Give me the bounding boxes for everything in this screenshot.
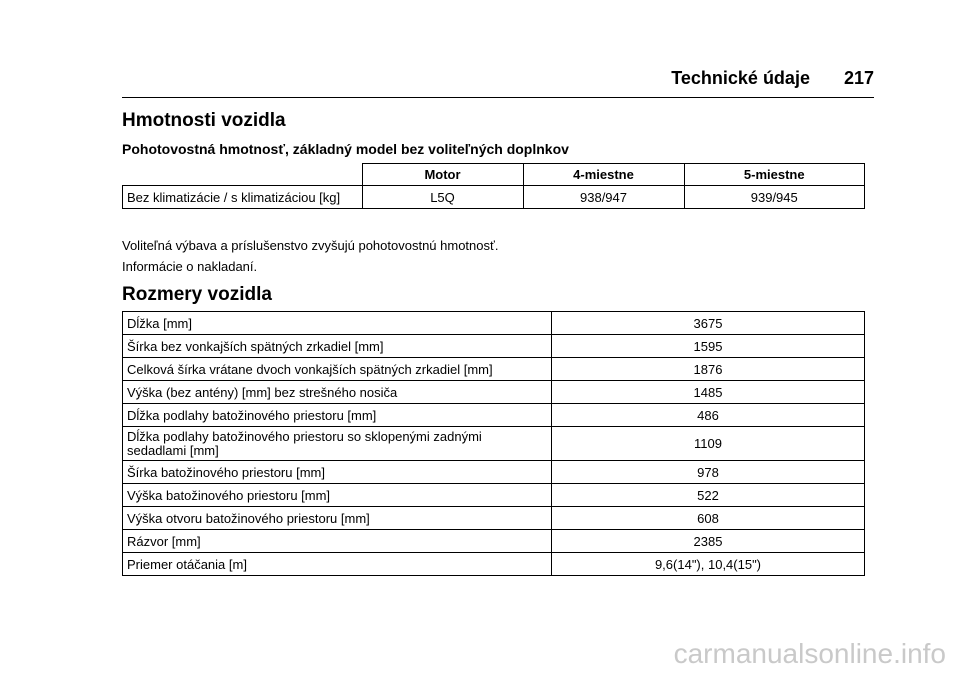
dim-label: Celková šírka vrátane dvoch vonkajších spätných zrkadiel [mm] bbox=[123, 358, 552, 381]
weights-header-row bbox=[123, 164, 865, 186]
dim-label bbox=[123, 427, 552, 461]
header-divider bbox=[122, 97, 874, 98]
table-row bbox=[123, 484, 865, 507]
dim-value: 1109 bbox=[552, 427, 865, 461]
dim-value: 9,6(14"), 10,4(15") bbox=[552, 553, 865, 576]
dim-label-text: Dĺžka podlahy batožinového priestoru so sklopenými zadnými sedadlami [mm] bbox=[127, 428, 482, 458]
dim-label: Dĺžka podlahy batožinového priestoru [mm] bbox=[123, 404, 552, 427]
page-number: 217 bbox=[843, 68, 874, 88]
table-row bbox=[123, 427, 865, 461]
dimensions-table bbox=[122, 311, 865, 576]
table-row bbox=[123, 404, 865, 427]
page-header bbox=[122, 68, 874, 89]
weights-heading: Hmotnosti vozidla bbox=[122, 110, 286, 131]
table-row bbox=[123, 530, 865, 553]
weights-row-5seat: 939/945 bbox=[684, 186, 865, 209]
dim-label: Výška batožinového priestoru [mm] bbox=[123, 484, 552, 507]
dim-value: 3675 bbox=[552, 312, 865, 335]
dim-value: 1876 bbox=[552, 358, 865, 381]
weights-row-motor: L5Q bbox=[362, 186, 523, 209]
table-row bbox=[123, 381, 865, 404]
table-row bbox=[123, 553, 865, 576]
table-row bbox=[123, 312, 865, 335]
weights-col-5seat: 5-miestne bbox=[684, 164, 865, 186]
weights-note-equipment: Voliteľná výbava a príslušenstvo zvyšujú pohotovostnú hmotnosť. bbox=[122, 238, 499, 253]
dim-label: Dĺžka [mm] bbox=[123, 312, 552, 335]
page-title: Technické údaje bbox=[671, 68, 810, 88]
dim-label: Šírka bez vonkajších spätných zrkadiel [mm] bbox=[123, 335, 552, 358]
dim-label: Šírka batožinového priestoru [mm] bbox=[123, 461, 552, 484]
weights-header-blank bbox=[123, 164, 363, 186]
weights-note-loading: Informácie o nakladaní. bbox=[122, 259, 258, 274]
dim-label: Výška (bez antény) [mm] bez strešného nosiča bbox=[123, 381, 552, 404]
dim-value: 1595 bbox=[552, 335, 865, 358]
watermark: carmanualsonline.info bbox=[673, 638, 946, 669]
weights-row-4seat: 938/947 bbox=[523, 186, 684, 209]
dim-label: Výška otvoru batožinového priestoru [mm] bbox=[123, 507, 552, 530]
weights-data-row bbox=[123, 186, 865, 209]
weights-table bbox=[122, 163, 865, 209]
dim-label: Priemer otáčania [m] bbox=[123, 553, 552, 576]
table-row bbox=[123, 335, 865, 358]
dim-label: Rázvor [mm] bbox=[123, 530, 552, 553]
table-row bbox=[123, 461, 865, 484]
table-row bbox=[123, 358, 865, 381]
weights-subheading: Pohotovostná hmotnosť, základný model bez voliteľných doplnkov bbox=[122, 141, 569, 157]
weights-col-4seat: 4-miestne bbox=[523, 164, 684, 186]
dim-value: 608 bbox=[552, 507, 865, 530]
dim-value: 978 bbox=[552, 461, 865, 484]
weights-col-motor: Motor bbox=[362, 164, 523, 186]
dim-value: 1485 bbox=[552, 381, 865, 404]
weights-row-label: Bez klimatizácie / s klimatizáciou [kg] bbox=[123, 186, 363, 209]
dim-value: 486 bbox=[552, 404, 865, 427]
dim-value: 2385 bbox=[552, 530, 865, 553]
dimensions-heading: Rozmery vozidla bbox=[122, 284, 272, 305]
table-row bbox=[123, 507, 865, 530]
dim-value: 522 bbox=[552, 484, 865, 507]
